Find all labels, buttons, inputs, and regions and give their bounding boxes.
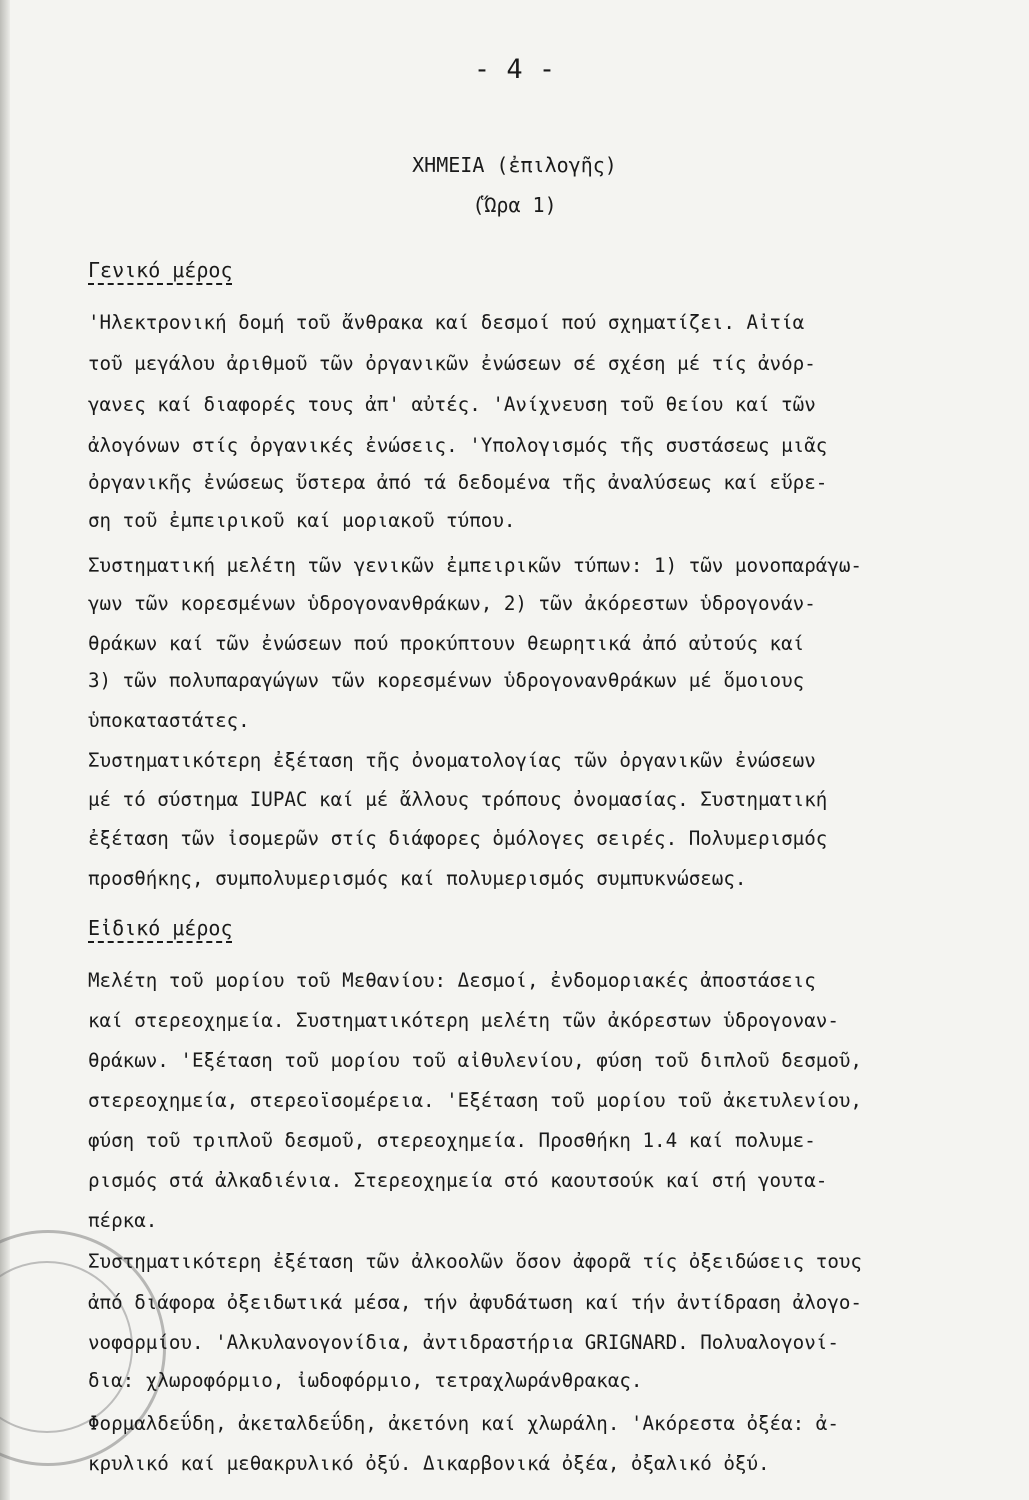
text-line: κρυλικό καί μεθακρυλικό ὀξύ. Δικαρβονικά ὀξέα, ὀξαλικό ὀξύ. — [88, 1452, 770, 1475]
text-line: μέ τό σύστημα IUPAC καί μέ ἄλλους τρόπους ὀνομασίας. Συστηματική — [88, 788, 828, 811]
text-line: θράκων. 'Εξέταση τοῦ μορίου τοῦ αἰθυλενίου, φύση τοῦ διπλοῦ δεσμοῦ, — [88, 1049, 862, 1072]
text-line: ἀπό διάφορα ὀξειδωτικά μέσα, τήν ἀφυδάτωση καί τήν ἀντίδραση ἀλογο- — [88, 1291, 862, 1314]
text-line: νοφορμίου. 'Αλκυλανογονίδια, ἀντιδραστήρια GRIGNARD. Πολυαλογονί- — [88, 1331, 839, 1354]
text-line: Συστηματική μελέτη τῶν γενικῶν ἐμπειρικῶν τύπων: 1) τῶν μονοπαράγω- — [88, 554, 862, 577]
text-line: ὑποκαταστάτες. — [88, 709, 250, 732]
text-line: στερεοχημεία, στερεοϊσομέρεια. 'Εξέταση τοῦ μορίου τοῦ ἀκετυλενίου, — [88, 1089, 862, 1112]
document-title: ΧΗΜΕΙΑ (ἐπιλογῆς) — [412, 153, 617, 177]
section-heading-general: Γενικό μέρος — [88, 258, 233, 282]
text-line: γανες καί διαφορές τους ἀπ' αὐτές. 'Ανίχνευση τοῦ θείου καί τῶν — [88, 393, 816, 416]
text-line: ρισμός στά ἀλκαδιένια. Στερεοχημεία στό καουτσούκ καί στή γουτα- — [88, 1169, 828, 1192]
text-line: δια: χλωροφόρμιο, ἰωδοφόρμιο, τετραχλωράνθρακας. — [88, 1369, 643, 1392]
text-line: Συστηματικότερη ἐξέταση τῆς ὀνοματολογίας τῶν ὀργανικῶν ἐνώσεων — [88, 749, 816, 772]
text-line: πέρκα. — [88, 1209, 158, 1232]
text-line: ὀργανικῆς ἐνώσεως ὕστερα ἀπό τά δεδομένα τῆς ἀναλύσεως καί εὕρε- — [88, 471, 828, 494]
text-line: 'Ηλεκτρονική δομή τοῦ ἄνθρακα καί δεσμοί πού σχηματίζει. Αἰτία — [88, 311, 805, 334]
text-line: ση τοῦ ἐμπειρικοῦ καί μοριακοῦ τύπου. — [88, 509, 516, 532]
section-heading-specific: Εἰδικό μέρος — [88, 916, 233, 940]
text-line: Συστηματικότερη ἐξέταση τῶν ἀλκοολῶν ὅσον ἀφορᾶ τίς ὀξειδώσεις τους — [88, 1250, 862, 1273]
text-line: καί στερεοχημεία. Συστηματικότερη μελέτη τῶν ἀκόρεστων ὑδρογοναν- — [88, 1009, 839, 1032]
text-line: ἐξέταση τῶν ἰσομερῶν στίς διάφορες ὁμόλογες σειρές. Πολυμερισμός — [88, 827, 828, 850]
text-line: 3) τῶν πολυπαραγώγων τῶν κορεσμένων ὑδρογονανθράκων μέ ὅμοιους — [88, 669, 805, 692]
page-number: - 4 - — [473, 54, 556, 85]
document-subtitle: (Ὥρα 1) — [472, 193, 557, 217]
text-line: Φορμαλδεΰδη, ἀκεταλδεΰδη, ἀκετόνη καί χλωράλη. 'Ακόρεστα ὀξέα: ἀ- — [88, 1412, 839, 1435]
text-line: φύση τοῦ τριπλοῦ δεσμοῦ, στερεοχημεία. Προσθήκη 1.4 καί πολυμε- — [88, 1129, 816, 1152]
text-line: θράκων καί τῶν ἐνώσεων πού προκύπτουν θεωρητικά ἀπό αὐτούς καί — [88, 632, 805, 655]
text-line: γων τῶν κορεσμένων ὑδρογονανθράκων, 2) τῶν ἀκόρεστων ὑδρογονάν- — [88, 592, 816, 615]
text-line: Μελέτη τοῦ μορίου τοῦ Μεθανίου: Δεσμοί, ἐνδομοριακές ἀποστάσεις — [88, 969, 816, 992]
text-line: προσθήκης, συμπολυμερισμός καί πολυμερισμός συμπυκνώσεως. — [88, 867, 747, 890]
text-line: τοῦ μεγάλου ἀριθμοῦ τῶν ὀργανικῶν ἐνώσεων σέ σχέση μέ τίς ἀνόρ- — [88, 352, 816, 375]
text-line: ἀλογόνων στίς ὀργανικές ἐνώσεις. 'Υπολογισμός τῆς συστάσεως μιᾶς — [88, 434, 828, 457]
